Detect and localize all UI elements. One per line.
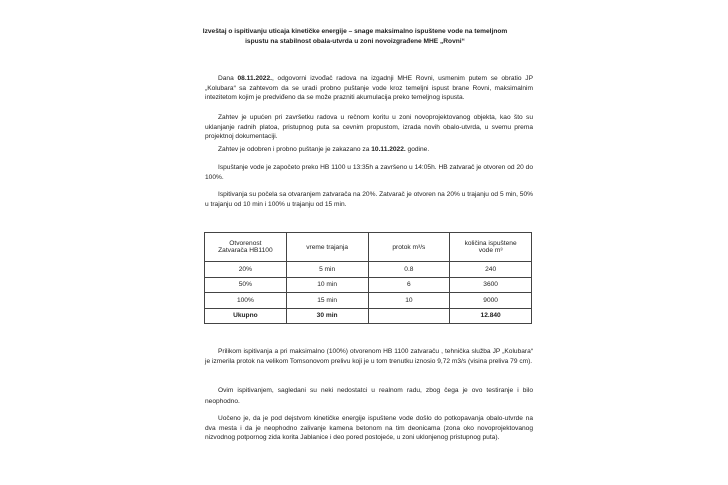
paragraph-approval: Zahtev je odobren i probno puštanje je zakazano za 10.11.2022. godine. [218, 146, 430, 153]
table-row: 20% 5 min 0.8 240 [205, 262, 532, 278]
request-date: 08.11.2022. [237, 75, 272, 82]
paragraph-release-time: Ispuštanje vode je započeto preko HB 1100 u 13:35h a završeno u 14:05h. HB zatvarač je otvoren od 20 do 100%. [205, 164, 533, 181]
header-opening: Otvorenost Zatvarača HB1100 [205, 233, 287, 262]
paragraph-context: Zahtev je upućen pri završetku radova u rečnom koritu u zoni novoprojektovanog objekta, kao što su uklanjanje radnih platoa, pristupnog puta sa cevnim propustom, izrada novih obalo-utvrda, u svemu prema projektnoj dokumentaciji. [205, 114, 533, 141]
paragraph-shortcomings: Ovim ispitivanjem, sagledani su neki nedostatci u realnom radu, zbog čega je ovo testiranje i bilo neophodno. [205, 387, 533, 405]
paragraph-measurement: Prilikom ispitivanja a pri maksimalno (100%) otvorenom HB 1100 zatvaraču , tehnička služba JP „Kolubara“ je izmerila protok na velikom Tomsonovom prelivu koji je u tom trenutku iznosio 9,72 m3/s (visina preliva 79 cm). [205, 348, 533, 365]
paragraph-request: Dana 08.11.2022., odgovorni izvođač radova na izgadnji MHE Rovni, usmenim putem se obratio JP „Kolubara“ sa zahtevom da se uradi probno puštanje vode kroz temeljni ispust brane Rovni, maksimalnim intezitetom kojim je predviđeno da se može prazniti akumulacija preko temeljnog ispusta. [205, 75, 533, 102]
header-duration: vreme trajanja [286, 233, 368, 262]
table-row: 50% 10 min 6 3600 [205, 277, 532, 293]
header-quantity: količina ispuštene vode m³ [450, 233, 532, 262]
table-header-row [205, 233, 532, 262]
title-line-1: Izveštaj o ispitivanju uticaja kinetičke energije – snage maksimalno ispuštene vode na temeljnom [202, 28, 508, 35]
discharge-table [204, 232, 532, 324]
approval-date: 10.11.2022. [371, 146, 406, 153]
header-flow: protok m³/s [368, 233, 450, 262]
paragraph-test-steps: Ispitivanja su počela sa otvaranjem zatvarača na 20%. Zatvarač je otvoren na 20% u trajanju od 5 min, 50% u trajanju od 10 min i 100% u trajanju od 15 min. [205, 191, 533, 208]
table-row: 100% 15 min 10 9000 [205, 293, 532, 309]
paragraph-damage: Uočeno je, da je pod dejstvom kinetičke energije ispuštene vode došlo do potkopavanja obalo-utvrde na dva mesta i da je neophodno zalivanje kamena betonom na tim deonicama (zona oko novoprojektovanog nizvodnog potpornog zida korita Jablanice i deo pored postojeće, u zoni uklonjenog pristupnog puta). [205, 415, 533, 442]
report-title [150, 27, 560, 47]
table-total-row: Ukupno 30 min 12.840 [205, 308, 532, 324]
title-line-2: ispustu na stabilnost obala-utvrda u zoni novoizgrađene MHE „Rovni“ [245, 38, 465, 45]
